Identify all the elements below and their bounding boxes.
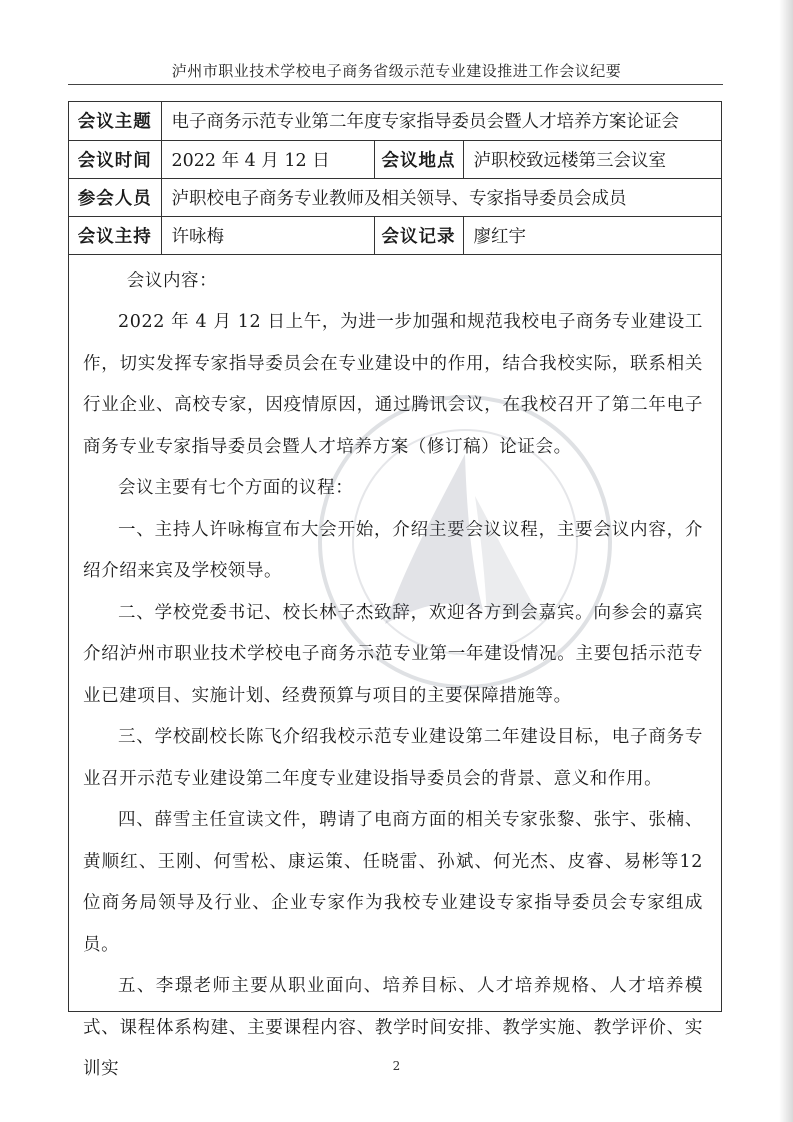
scan-edge-shadow xyxy=(779,0,793,1122)
table-row-host-recorder xyxy=(69,216,721,254)
attendees-value: 泸职校电子商务专业教师及相关领导、专家指导委员会成员 xyxy=(161,178,721,216)
content-paragraph: 三、学校副校长陈飞介绍我校示范专业建设第二年建设目标，电子商务专业召开示范专业建设第二年度专业建设指导委员会的背景、意义和作用。 xyxy=(83,727,703,789)
host-value: 许咏梅 xyxy=(161,216,374,254)
meeting-info-table xyxy=(69,102,721,255)
recorder-value: 廖红宇 xyxy=(463,216,721,254)
minutes-frame xyxy=(68,101,722,1079)
topic-label: 会议主题 xyxy=(69,102,161,140)
content-paragraph: 四、薛雪主任宣读文件，聘请了电商方面的相关专家张黎、张宇、张楠、黄顺红、王刚、何雪松、康运策、任晓雷、孙斌、何光杰、皮睿、易彬等12位商务局领导及行业、企业专家作为我校专业建设专家指导委员会专家组成员。 xyxy=(83,810,703,955)
content-paragraph: 会议主要有七个方面的议程： xyxy=(118,478,354,498)
time-label: 会议时间 xyxy=(69,140,161,178)
content-paragraph: 一、主持人许咏梅宣布大会开始，介绍主要会议议程，主要会议内容，介绍介绍来宾及学校领导。 xyxy=(83,519,703,581)
location-label: 会议地点 xyxy=(374,140,463,178)
host-label: 会议主持 xyxy=(69,216,161,254)
location-value: 泸职校致远楼第三会议室 xyxy=(463,140,721,178)
table-row-time-location xyxy=(69,140,721,178)
content-paragraph: 2022 年 4 月 12 日上午，为进一步加强和规范我校电子商务专业建设工作，切实发挥专家指导委员会在专业建设中的作用，结合我校实际，联系相关行业企业、高校专家，因疫情原因，通过腾讯会议，在我校召开了第二年电子商务专业专家指导委员会暨人才培养方案（修订稿）论证会。 xyxy=(83,312,703,457)
content-paragraph: 二、学校党委书记、校长林子杰致辞，欢迎各方到会嘉宾。向参会的嘉宾介绍泸州市职业技术学校电子商务示范专业第一年建设情况。主要包括示范专业已建项目、实施计划、经费预算与项目的主要保障措施等。 xyxy=(83,602,703,706)
table-row-topic xyxy=(69,102,721,140)
time-value: 2022 年 4 月 12 日 xyxy=(161,140,374,178)
content-heading: 会议内容： xyxy=(126,270,218,291)
minutes-content xyxy=(69,255,721,1091)
attendees-label: 参会人员 xyxy=(69,178,161,216)
table-row-attendees xyxy=(69,178,721,216)
page-number: 2 xyxy=(392,1059,401,1073)
header-divider xyxy=(68,84,723,85)
document-header-title: 泸州市职业技术学校电子商务省级示范专业建设推进工作会议纪要 xyxy=(171,62,622,80)
recorder-label: 会议记录 xyxy=(374,216,463,254)
content-paragraph: 五、李璟老师主要从职业面向、培养目标、人才培养规格、人才培养模式、课程体系构建、主要课程内容、教学时间安排、教学实施、教学评价、实训实 xyxy=(83,976,703,1079)
topic-value: 电子商务示范专业第二年度专家指导委员会暨人才培养方案论证会 xyxy=(161,102,721,140)
